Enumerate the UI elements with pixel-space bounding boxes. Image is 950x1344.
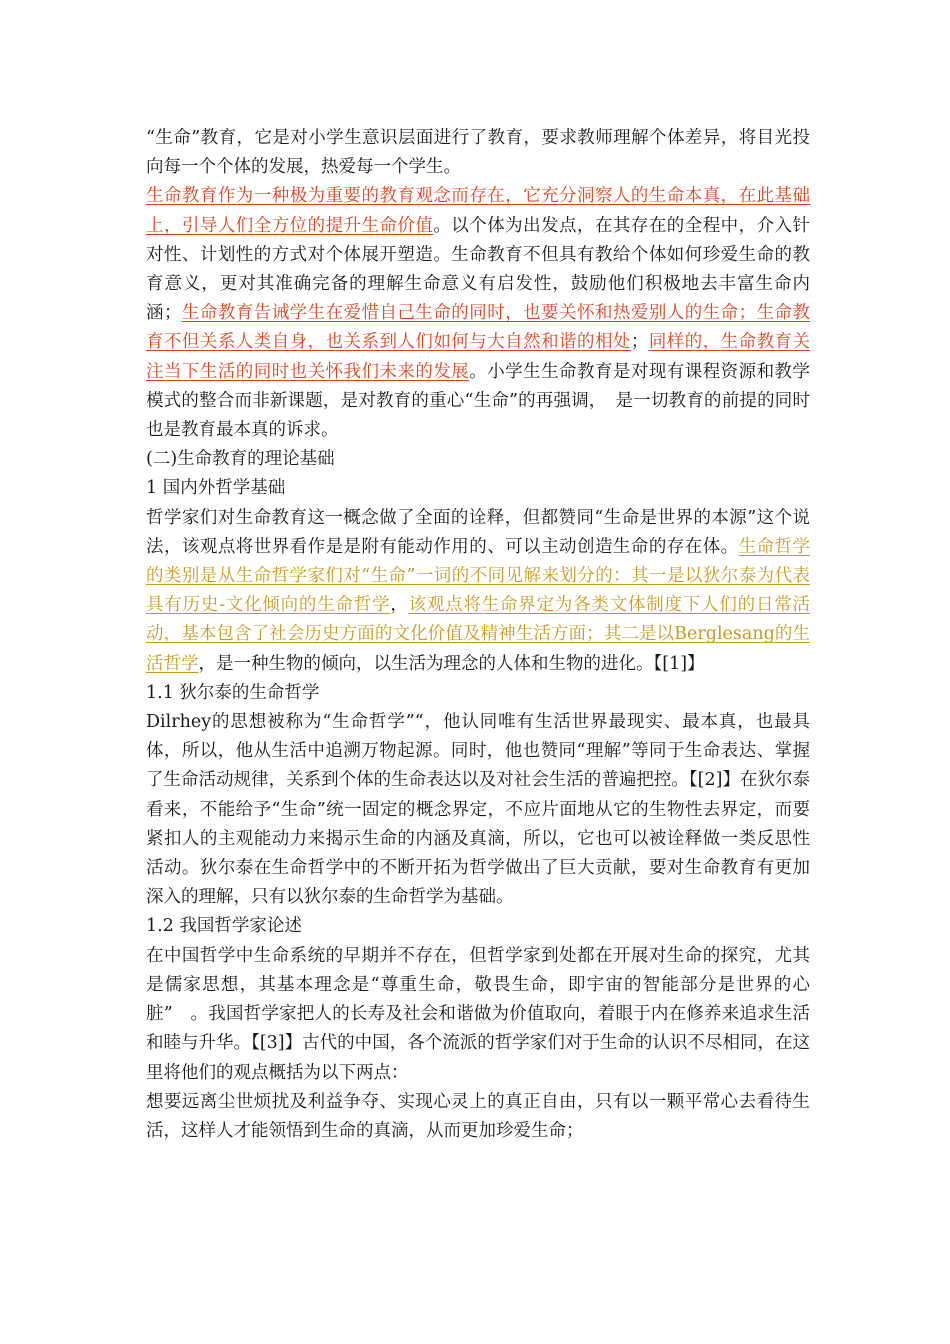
- highlight-gold-1: 生命哲学的类别是从生命哲学家们对“生命”一词的不同见解来划分的：其一是以狄尔泰为代表具有历史-文化倾向的生命哲学: [146, 536, 810, 616]
- document-body: [146, 124, 810, 1146]
- text-segment: ，是一种生物的倾向，以生活为理念的人体和生物的进化。【[1]】: [198, 653, 705, 674]
- paragraph-point-one: 想要远离尘世烦扰及利益争夺、实现心灵上的真正自由，只有以一颗平常心去看待生活，这样人才能领悟到生命的真滴，从而更加珍爱生命；: [146, 1091, 810, 1141]
- text-segment: ，: [390, 595, 409, 616]
- paragraph-china: 在中国哲学中生命系统的早期并不存在，但哲学家到处都在开展对生命的探究，尤其是儒家思想，其基本理念是“尊重生命，敬畏生命，即宇宙的智能部分是世界的心脏” 。我国哲学家把人的长寿及社会和谐做为价值取向，着眼于内在修养来追求生活和睦与升华。【[3]】古代的中国，各个流派的哲学家们对于生命的认识不尽相同，在这里将他们的观点概括为以下两点：: [146, 945, 810, 1083]
- paragraph-philosophy: [146, 504, 810, 679]
- highlight-gold-2: 该观点将生命界定为各类文体制度下人们的日常活动，基本包含了社会历史方面的文化价值及精神生活方面；其二是以Berglesang的生活哲学: [146, 595, 811, 674]
- text-segment: 哲学家们对生命教育这一概念做了全面的诠释，但都赞同“生命是世界的本源”这个说法，该观点将世界看作是是附有能动作用的、可以主动创造生命的存在体。: [146, 507, 810, 557]
- subsection-heading: 1 国内外哲学基础: [146, 478, 286, 499]
- paragraph-dilthey: Dilrhey的思想被称为“生命哲学”“，他认同唯有生活世界最现实、最本真，也最具体，所以，他从生活中追溯万物起源。同时，他也赞同“理解”等同于生命表达、掌握了生命活动规律，关系到个体的生命表达以及对社会生活的普遍把控。【[2]】在狄尔泰看来，不能给予“生命”统一固定的概念界定，不应片面地从它的生物性去界定，而要紧扣人的主观能动力来揭示生命的内涵及真滴，所以，它也可以被诠释做一类反思性活动。狄尔泰在生命哲学中的不断开拓为哲学做出了巨大贡献，要对生命教育有更加深入的理解，只有以狄尔泰的生命哲学为基础。: [146, 712, 810, 908]
- paragraph-intro: “生命”教育，它是对小学生意识层面进行了教育，要求教师理解个体差异，将目光投向每一个个体的发展，热爱每一个学生。: [146, 128, 810, 178]
- text-segment: ；: [630, 332, 649, 353]
- text-segment: 。小学生生命教育是对现有课程资源和教学模式的整合而非新课题，是对教育的重心“生命”的再强调， 是一切教育的前提的同时也是教育最本真的诉求。: [146, 361, 810, 441]
- text-segment: 。以个体为出发点，在其存在的全程中，介入针对性、计划性的方式对个体展开塑造。生命教育不但具有教给个体如何珍爱生命的教育意义，更对其准确完备的理解生命意义有启发性，鼓励他们积极地去丰富生命内涵；: [146, 215, 811, 324]
- highlight-red-1: 生命教育作为一种极为重要的教育观念而存在，它充分洞察人的生命本真，在此基础上，引导人们全方位的提升生命价值: [146, 186, 810, 236]
- subsection-heading-dilthey: 1.1 狄尔泰的生命哲学: [146, 682, 320, 703]
- highlight-red-3: 同样的，生命教育关注当下生活的同时也关怀我们未来的发展: [146, 332, 810, 382]
- paragraph-life-education: [146, 182, 810, 445]
- subsection-heading-china: 1.2 我国哲学家论述: [146, 916, 302, 937]
- section-heading: (二)生命教育的理论基础: [146, 449, 335, 470]
- highlight-red-2: 生命教育告诫学生在爱惜自己生命的同时，也要关怀和热爱别人的生命；生命教育不但关系人类自身，也关系到人们如何与大自然和谐的相处: [146, 303, 811, 353]
